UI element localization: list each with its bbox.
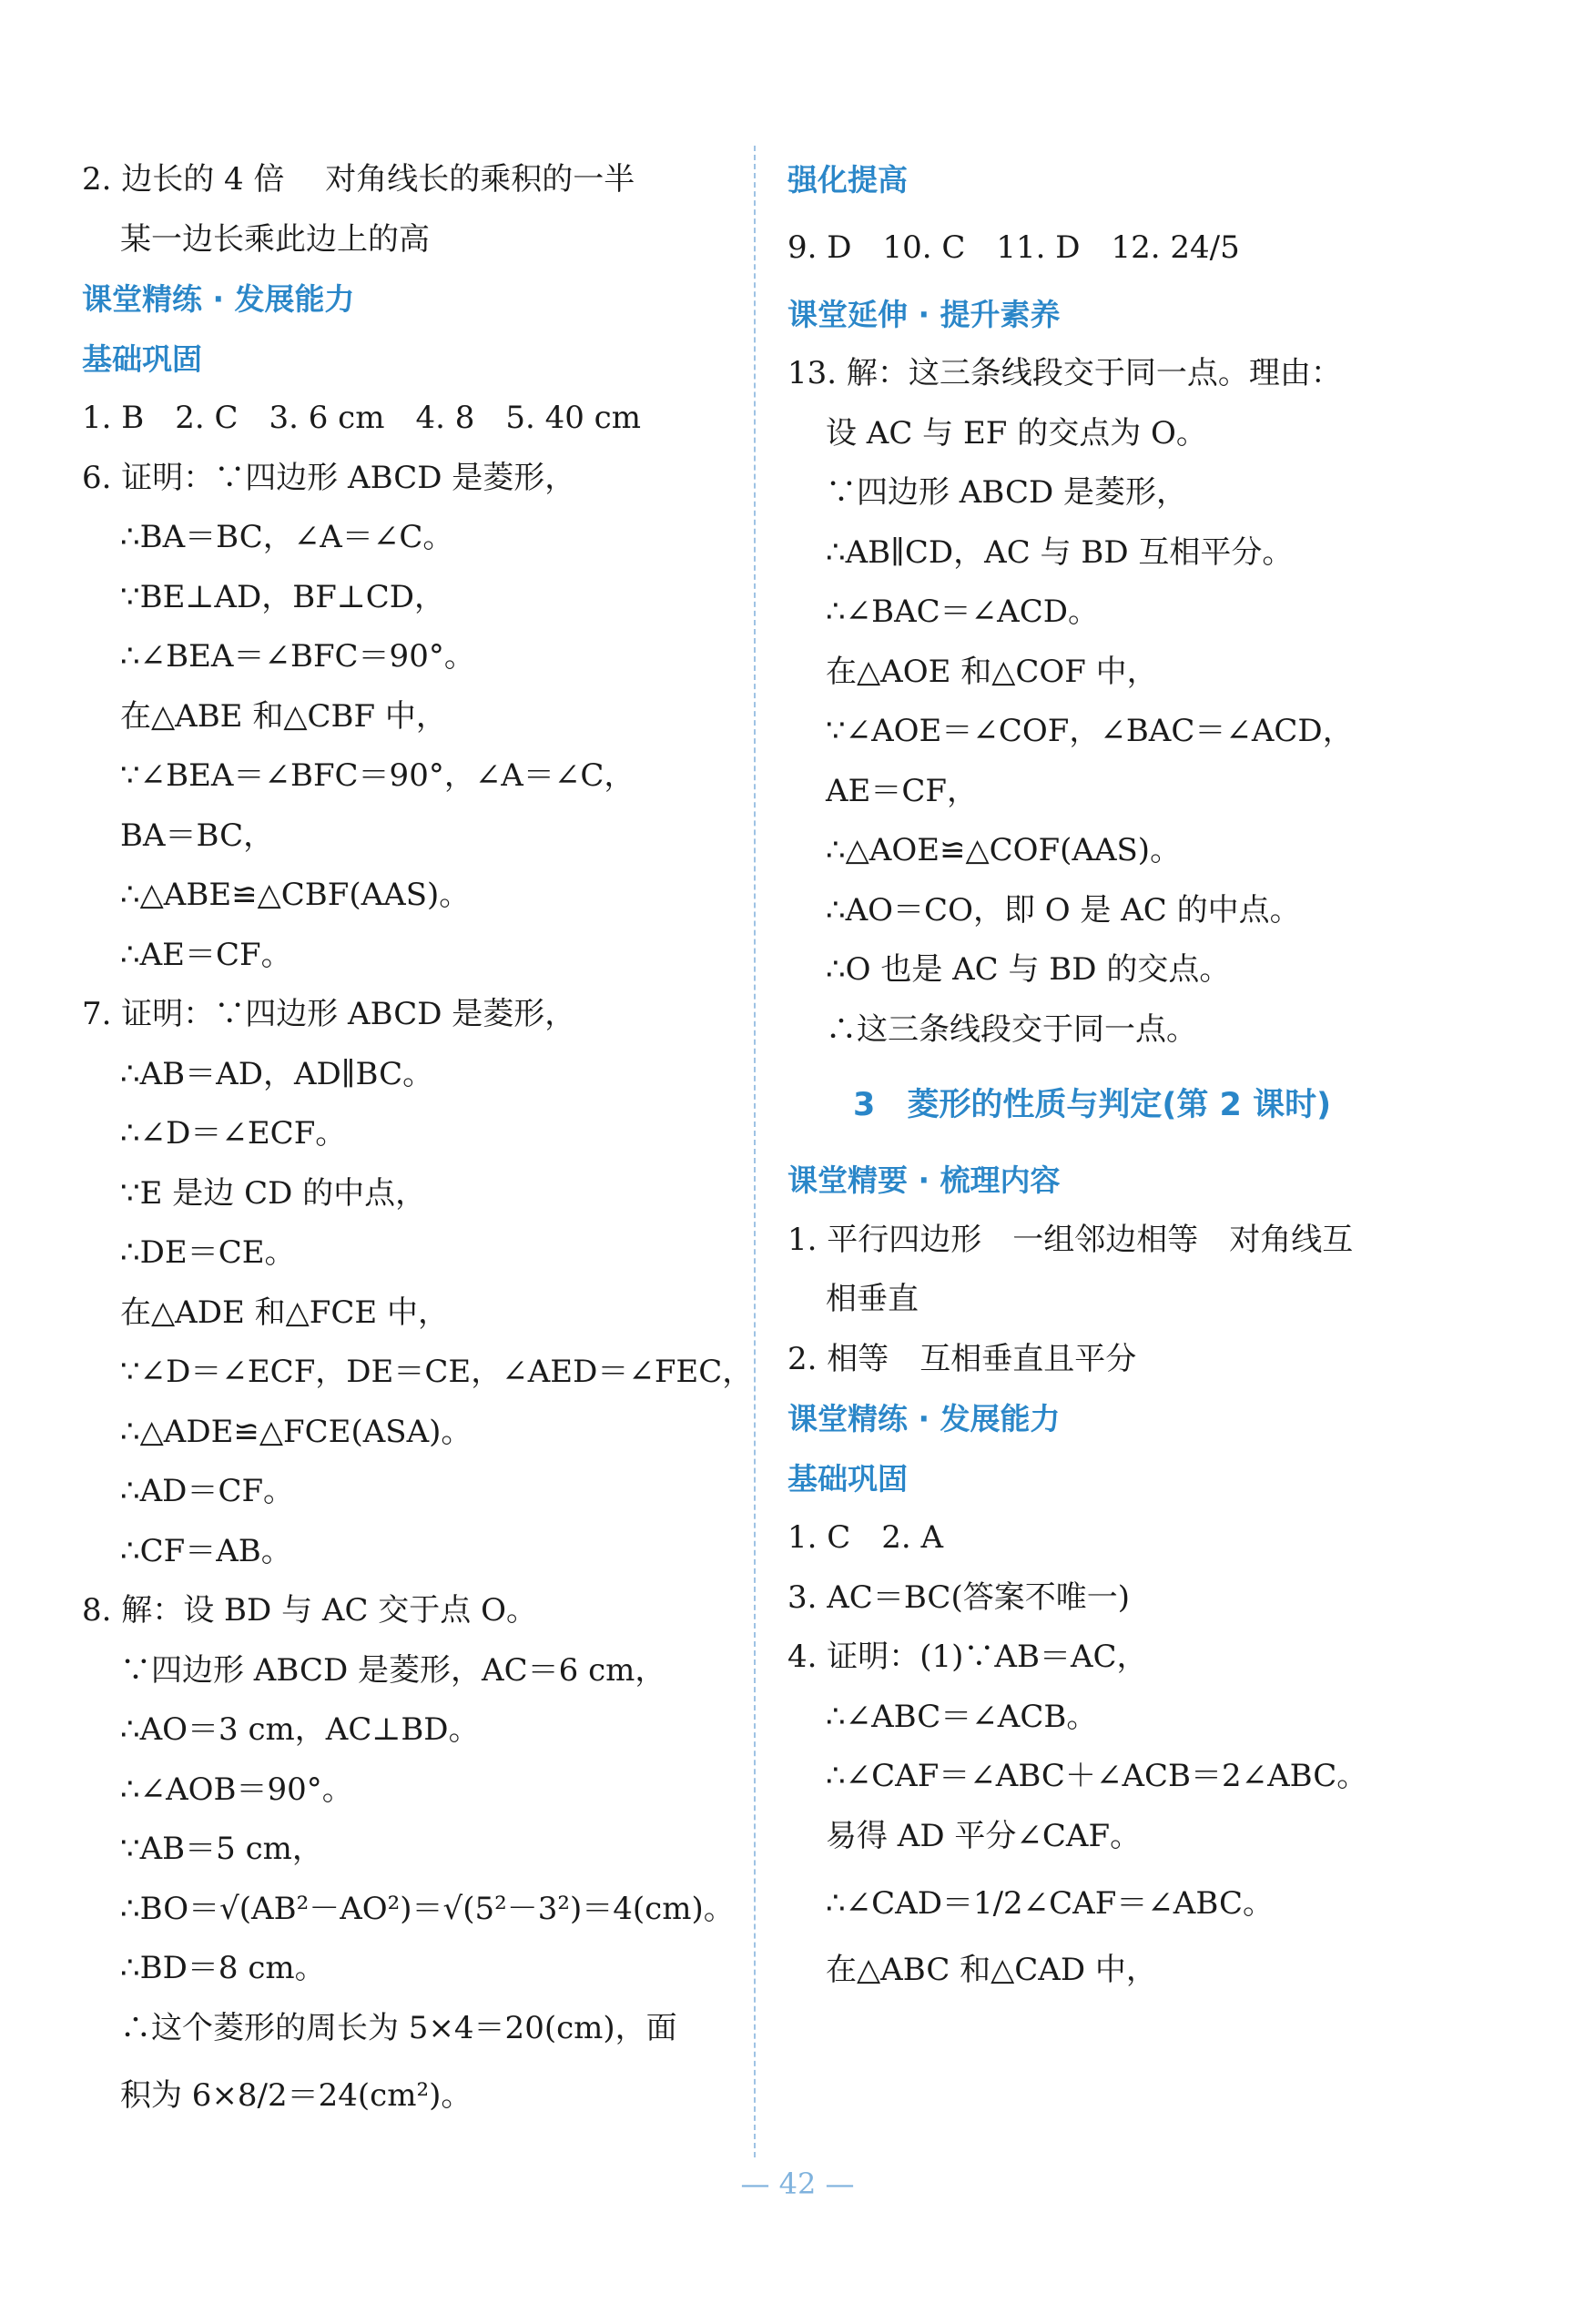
section-heading: 课堂精练 · 发展能力 (82, 281, 355, 317)
answer-line: ∴O 也是 AC 与 BD 的交点。 (826, 951, 1231, 988)
answer-line: 在△ABE 和△CBF 中， (120, 697, 447, 735)
answer-line: ∴△ABE≌△CBF(AAS)。 (120, 877, 471, 913)
answer-line: ∵E 是边 CD 的中点， (120, 1174, 427, 1212)
answer-line: ∴BO＝√(AB²－AO²)＝√(5²－3²)＝4(cm)。 (120, 1890, 735, 1927)
answer-line: 6. 证明：∵四边形 ABCD 是菱形， (82, 459, 576, 496)
answer-line: ∴∠CAD＝1/2∠CAF＝∠ABC。 (826, 1885, 1274, 1922)
answer-line: ∴CF＝AB。 (120, 1532, 292, 1569)
answer-line: ∵四边形 ABCD 是菱形， (826, 474, 1188, 511)
answer-line: ∵∠BEA＝∠BFC＝90°，∠A＝∠C， (120, 757, 635, 794)
answer-line: 1. 平行四边形 一组邻边相等 对角线互 (787, 1221, 1354, 1258)
answer-line: ∵AB＝5 cm， (120, 1831, 323, 1867)
answer-line: ∵∠AOE＝∠COF，∠BAC＝∠ACD， (826, 713, 1354, 749)
answer-line: 相垂直 (826, 1281, 919, 1317)
answer-line: ∴∠BEA＝∠BFC＝90°。 (120, 638, 475, 675)
answer-line: 2. 相等 互相垂直且平分 (787, 1340, 1137, 1377)
answer-line: 设 AC 与 EF 的交点为 O。 (826, 414, 1207, 452)
answer-line: ∵BE⊥AD，BF⊥CD， (120, 578, 446, 615)
answer-line: ∴∠ABC＝∠ACB。 (826, 1698, 1098, 1735)
answer-line: ∴∠AOB＝90°。 (120, 1771, 353, 1808)
section-heading: 课堂精练 · 发展能力 (787, 1401, 1061, 1436)
answer-line: 积为 6×8/2＝24(cm²)。 (120, 2077, 472, 2114)
answer-line: 1. C 2. A (787, 1519, 944, 1556)
page-number: — 42 — (740, 2167, 855, 2201)
answer-line: 4. 证明：(1)∵AB＝AC， (787, 1639, 1148, 1675)
answer-line: ∴AB∥CD，AC 与 BD 互相平分。 (826, 533, 1294, 571)
column-divider (754, 146, 756, 2157)
answer-line: ∴BA＝BC，∠A＝∠C。 (120, 519, 454, 555)
answer-line: 2. 边长的 4 倍 对角线长的乘积的一半 (82, 161, 635, 198)
answer-line: ∴AO＝3 cm，AC⊥BD。 (120, 1711, 480, 1748)
lesson-title: 3 菱形的性质与判定(第 2 课时) (853, 1087, 1332, 1123)
answer-line: ∴这个菱形的周长为 5×4＝20(cm)，面 (120, 2009, 677, 2046)
answer-line: ∴BD＝8 cm。 (120, 1950, 326, 1986)
section-heading: 基础巩固 (787, 1460, 908, 1497)
section-heading: 基础巩固 (82, 340, 202, 377)
left-column (82, 150, 754, 2133)
answer-line: 在△AOE 和△COF 中， (826, 653, 1158, 690)
answer-line: 7. 证明：∵四边形 ABCD 是菱形， (82, 996, 576, 1032)
answer-line: ∴∠BAC＝∠ACD。 (826, 594, 1099, 630)
answer-line: ∴AE＝CF。 (120, 936, 292, 973)
answer-line: 1. B 2. C 3. 6 cm 4. 8 5. 40 cm (82, 400, 641, 436)
answer-line: 9. D 10. C 11. D 12. 24/5 (787, 228, 1240, 266)
answer-line: 13. 解：这三条线段交于同一点。理由： (787, 355, 1342, 391)
answer-line: ∵∠D＝∠ECF，DE＝CE，∠AED＝∠FEC， (120, 1354, 754, 1390)
answer-line: ∴AO＝CO，即 O 是 AC 的中点。 (826, 891, 1301, 929)
answer-line: ∴△AOE≌△COF(AAS)。 (826, 832, 1182, 868)
answer-line: ∴这三条线段交于同一点。 (826, 1010, 1197, 1048)
answer-line: AE＝CF， (826, 772, 978, 809)
answer-line: 某一边长乘此边上的高 (120, 220, 430, 258)
answer-line: ∵四边形 ABCD 是菱形，AC＝6 cm， (120, 1651, 666, 1689)
answer-line: ∴△ADE≌△FCE(ASA)。 (120, 1413, 472, 1450)
section-heading: 课堂延伸 · 提升素养 (787, 296, 1061, 332)
answer-line: 8. 解：设 BD 与 AC 交于点 O。 (82, 1592, 537, 1629)
right-column (787, 150, 1516, 2001)
answer-line: ∴∠CAF＝∠ABC＋∠ACB＝2∠ABC。 (826, 1758, 1368, 1794)
answer-line: ∴∠D＝∠ECF。 (120, 1115, 347, 1152)
answer-line: ∴AD＝CF。 (120, 1473, 295, 1509)
answer-line: 3. AC＝BC(答案不唯一) (787, 1578, 1130, 1616)
answer-line: 在△ABC 和△CAD 中， (826, 1952, 1157, 1988)
answer-line: BA＝BC， (120, 817, 275, 854)
section-heading: 强化提高 (787, 162, 908, 198)
answer-line: 易得 AD 平分∠CAF。 (826, 1817, 1142, 1854)
section-heading: 课堂精要 · 梳理内容 (787, 1162, 1061, 1198)
answer-line: ∴AB＝AD，AD∥BC。 (120, 1055, 434, 1092)
answer-line: ∴DE＝CE。 (120, 1234, 296, 1271)
answer-line: 在△ADE 和△FCE 中， (120, 1294, 449, 1331)
